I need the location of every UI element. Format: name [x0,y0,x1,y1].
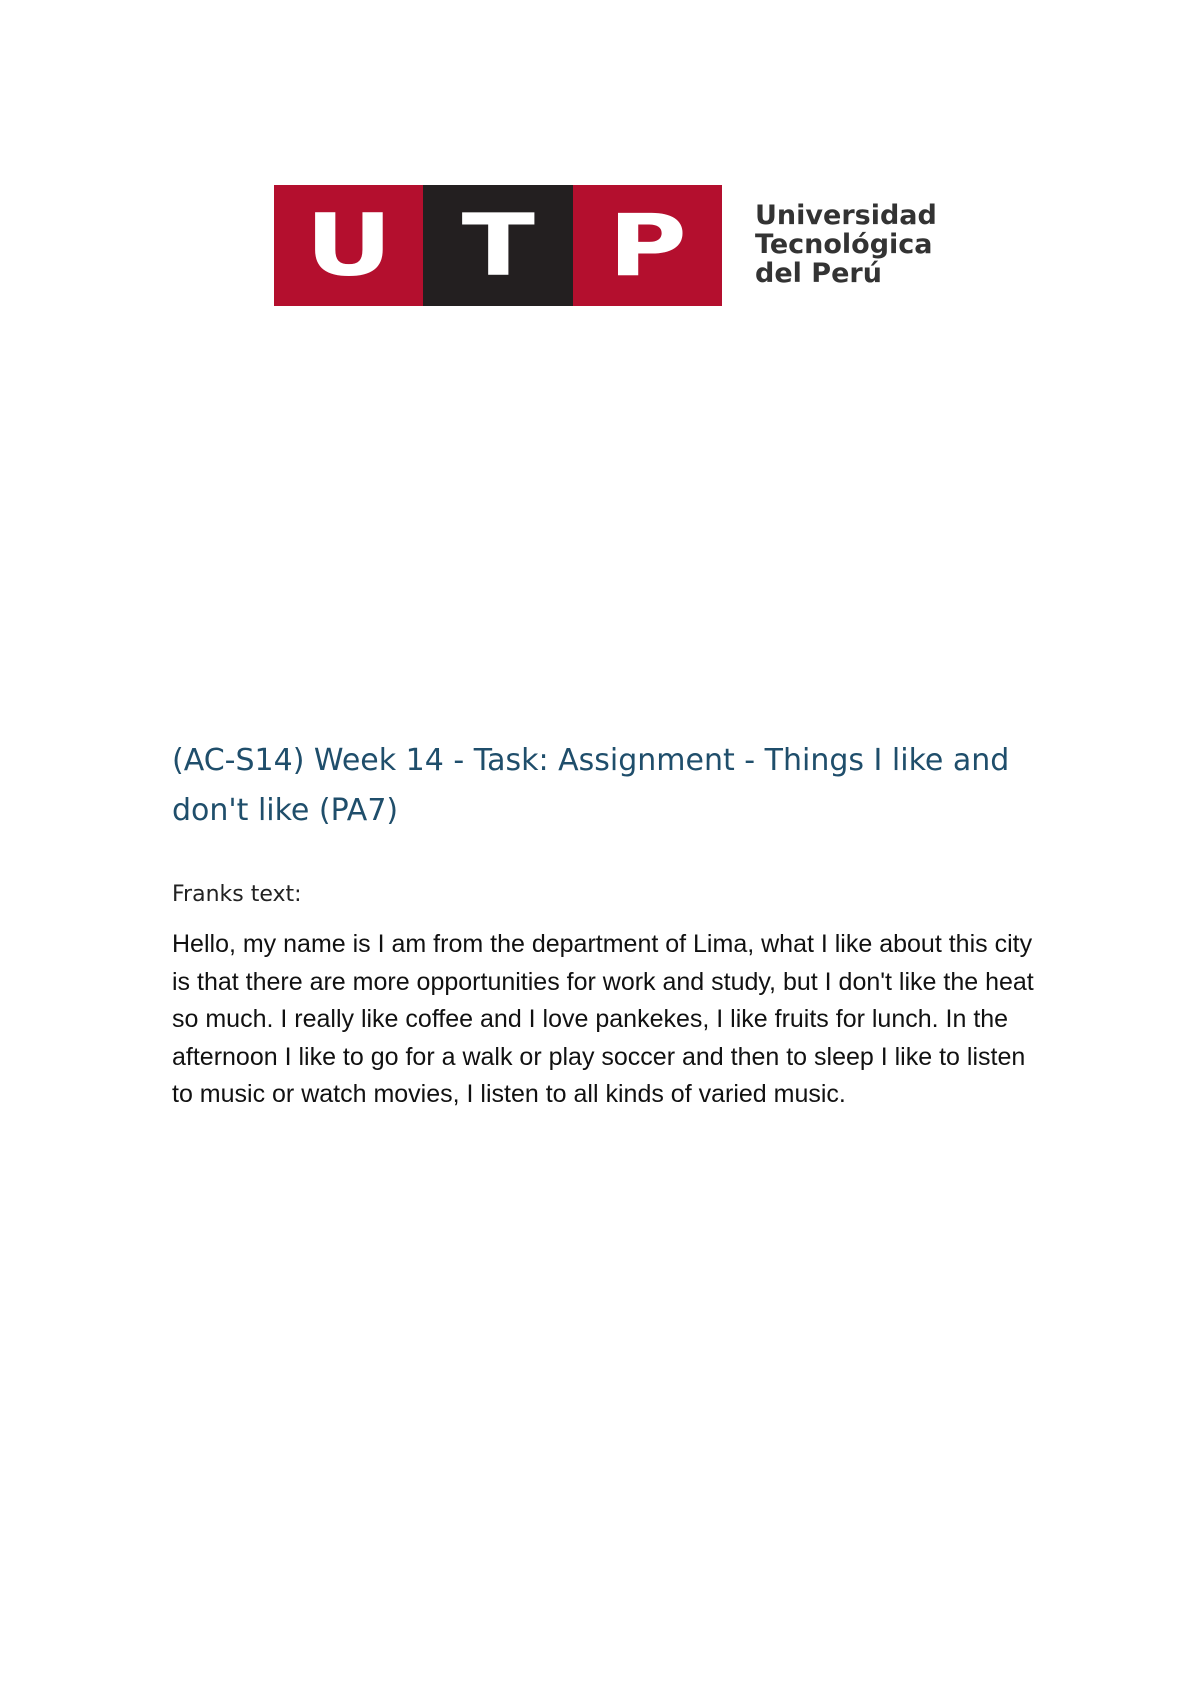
document-subheading: Franks text: [172,882,302,907]
logo-blocks [274,185,722,306]
utp-logo [274,185,984,306]
logo-letter-u: U [305,195,393,296]
logo-block-p [573,185,722,306]
logo-wordmark [755,201,937,288]
logo-block-u [274,185,423,306]
logo-letter-p: P [607,195,687,296]
logo-block-t [423,185,572,306]
logo-wordmark-line-3: del Perú [755,258,882,289]
document-title: (AC-S14) Week 14 - Task: Assignment - Things I like and don't like (PA7) [172,743,1010,828]
document-body-paragraph: Hello, my name is I am from the department of Lima, what I like about this city is that there are more opportunities for work and study, but I don't like the heat so much. I really like coffee and I love pankekes, I like fruits for lunch. In the afternoon I like to go for a walk or play soccer and then to sleep I like to listen to music or watch movies, I listen to all kinds of varied music. [172,930,1034,1108]
logo-letter-t: T [461,195,535,296]
logo-wordmark-line-1: Universidad [755,200,937,231]
logo-wordmark-line-2: Tecnológica [755,229,933,260]
